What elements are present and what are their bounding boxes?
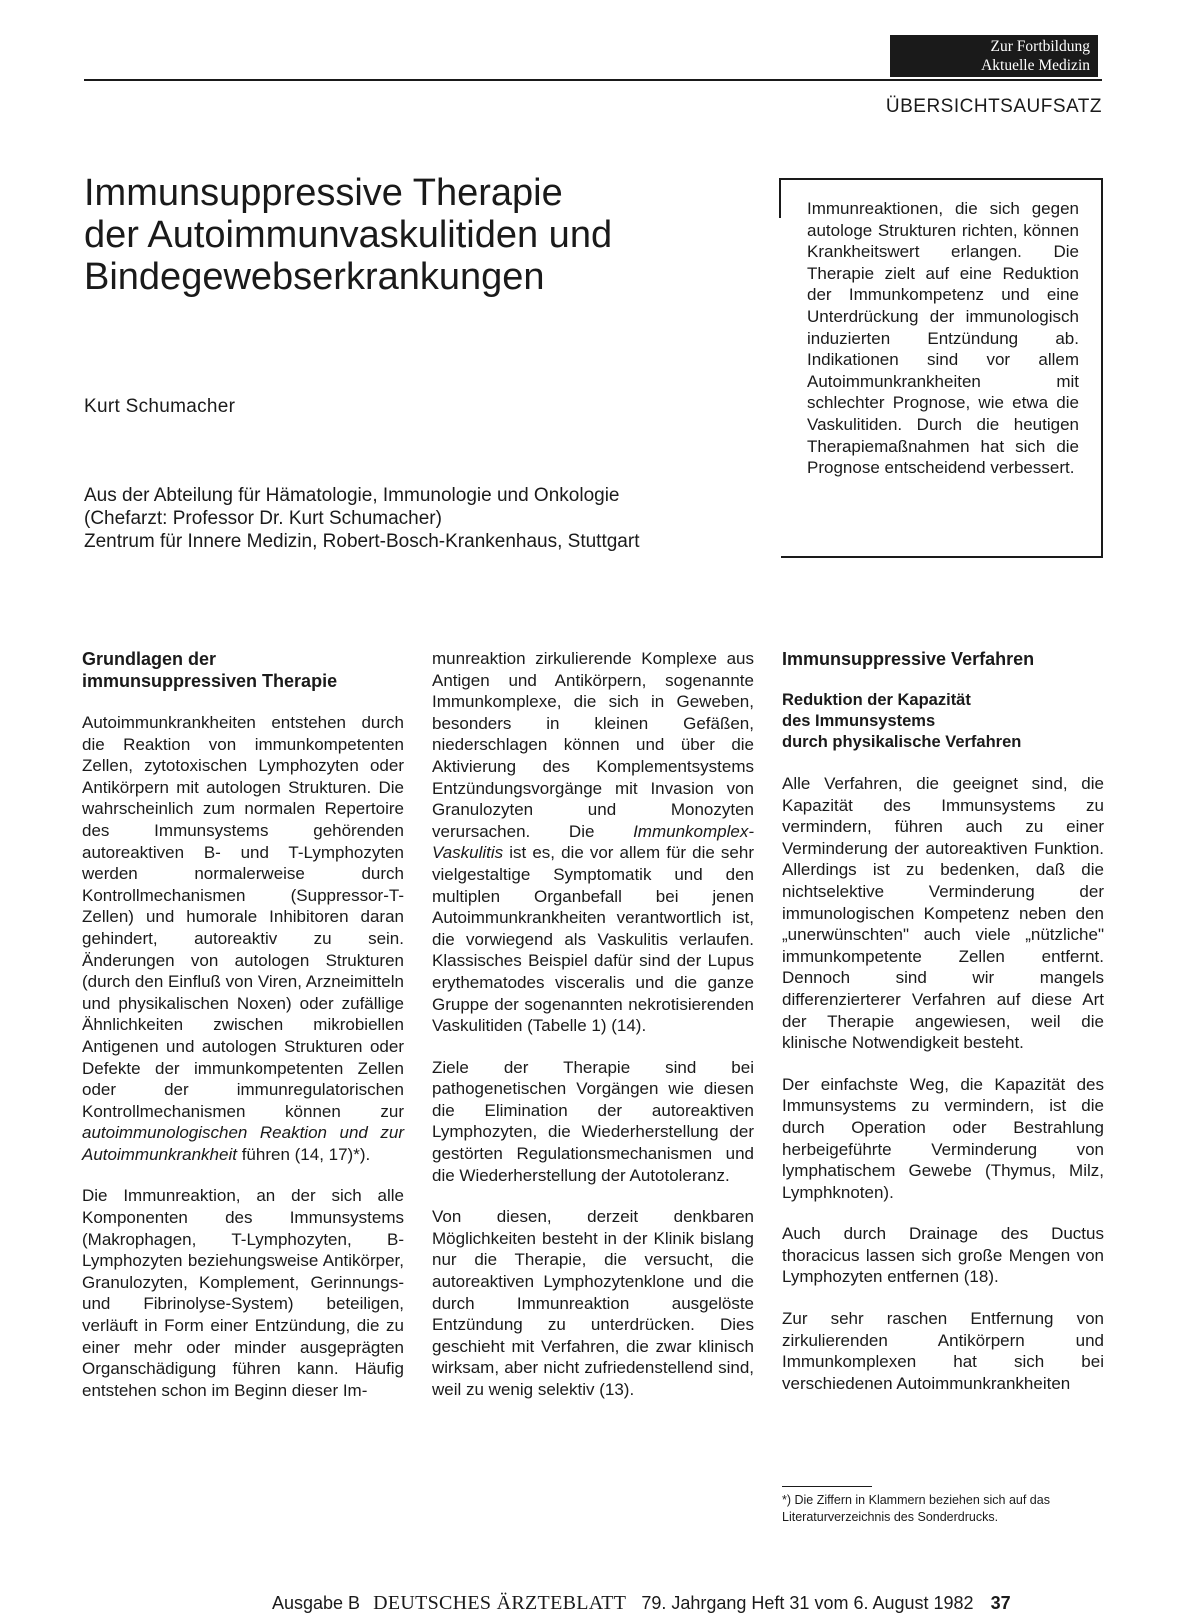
affiliation-line-2: (Chefarzt: Professor Dr. Kurt Schumacher) (84, 508, 442, 529)
paragraph: Auch durch Drainage des Ductus thoracicus lassen sich große Mengen von Lymphozyten entfernen (18). (782, 1224, 1104, 1287)
footer-issue: 79. Jahrgang Heft 31 vom 6. August 1982 (641, 1593, 974, 1613)
paragraph: Von diesen, derzeit denkbaren Möglichkeiten besteht in der Klinik bislang nur die Therapie, die versucht, die autoreaktiven Lymphozytenklone und die durch Immunreaktion ausgelöste Entzündung zu unterdrücken. Dies geschieht mit Verfahren, die zwar klinisch wirksam, aber nicht zufriedenstellend sind, weil zu wenig selektiv (13). (432, 1207, 754, 1399)
paragraph: Ziele der Therapie sind bei pathogenetischen Vorgängen wie diesen die Elimination der autoreaktiven Lymphozyten, die Wiederherstellung der gestörten Regulationsmechanismen und die Wiederherstellung der Autotoleranz. (432, 1057, 754, 1185)
affiliation-line-3: Zentrum für Innere Medizin, Robert-Bosch-Krankenhaus, Stuttgart (84, 531, 640, 552)
paragraph: Die Immunreaktion, an der sich alle Komponenten des Immunsystems (Makrophagen, T-Lymphozyten, B-Lymphozyten beziehungsweise Antikörper, Granulozyten, Komplement, Gerinnungs- und Fibrinolyse-System) beteiligen, verläuft in Form einer Entzündung, die zu einer mehr oder minder ausgeprägten Organschädigung führen kann. Häufig entstehen schon im Beginn dieser Im- (82, 1186, 404, 1400)
section-heading-grundlagen (82, 648, 404, 692)
page-number: 37 (990, 1593, 1011, 1613)
subheading-line-3: durch physikalische Verfahren (782, 733, 1022, 751)
affiliation (84, 484, 764, 553)
footer-journal-name: DEUTSCHES ÄRZTEBLATT (373, 1592, 627, 1614)
footer-edition: Ausgabe B (272, 1593, 361, 1613)
title-line-3: Bindegewebserkrankungen (84, 256, 545, 298)
paragraph: Der einfachste Weg, die Kapazität des Immunsystems zu vermindern, ist die durch Operation oder Bestrahlung herbeigeführte Verminderung von lymphatischem Gewebe (Thymus, Milz, Lymphknoten). (782, 1074, 1104, 1202)
paragraph-text: Autoimmunkrankheiten entstehen durch die Reaktion von immunkompetenten Zellen, zytotoxischen Lymphozyten oder Antikörpern mit autologen Strukturen. Die wahrscheinlich zum normalen Repertoire des Immunsystems gehörenden autoreaktiven B- und T-Lymphozyten werden normalerweise durch Kontrollmechanismen (Suppressor-T-Zellen) und humorale Inhibitoren daran gehindert, autoreaktiv zu sein. Änderungen von autologen Strukturen (durch den Einfluß von Viren, Arzneimitteln und physikalischen Noxen) oder zufällige Ähnlichkeiten zwischen mikrobiellen Antigenen und autologen Strukturen oder Defekte der immunkompetenten Zellen oder der immunregulatorischen Kontrollmechanismen können zur (82, 713, 404, 1121)
section-badge (890, 35, 1098, 77)
heading-line-1: Grundlagen der (82, 649, 217, 669)
title-line-1: Immunsuppressive Therapie (84, 172, 563, 214)
paragraph-text: führen (14, 17)*). (236, 1144, 371, 1164)
emphasis-text: autoimmunologischen Reaktion und zur Autoimmunkrankheit (82, 1123, 404, 1164)
subheading-line-1: Reduktion der Kapazität (782, 691, 971, 709)
footnote: *) Die Ziffern in Klammern beziehen sich auf das Literaturverzeichnis des Sonderdrucks. (782, 1493, 1050, 1524)
text-column-2 (432, 648, 754, 1421)
subsection-heading (782, 690, 1104, 753)
section-badge-line-1: Zur Fortbildung (990, 38, 1090, 55)
paragraph: Zur sehr raschen Entfernung von zirkulierenden Antikörpern und Immunkomplexen hat sich bei verschiedenen Autoimmunkrankheiten (782, 1309, 1104, 1393)
section-badge-line-2: Aktuelle Medizin (981, 57, 1090, 74)
paragraph-text: ist es, die vor allem für die sehr vielgestaltige Symptomatik und den multiplen Organbefall bei jenen Autoimmunkrankheiten verantwortlich ist, die vorwiegend als Vaskulitis verlaufen. Klassisches Beispiel dafür sind der Lupus erythematodes visceralis und die ganze Gruppe der sogenannten nekrotisierenden Vaskulitiden (Tabelle 1) (14). (432, 843, 754, 1036)
author-name: Kurt Schumacher (84, 396, 236, 417)
paragraph (82, 712, 404, 1165)
header-rule (84, 79, 1102, 81)
subheading-line-2: des Immunsystems (782, 712, 936, 730)
article-type-label: ÜBERSICHTSAUFSATZ (885, 96, 1102, 117)
text-column-1 (82, 648, 404, 1421)
paragraph-text: munreaktion zirkulierende Komplexe aus Antigen und Antikörpern, sogenannte Immunkomplexe, die sich in Geweben, besonders in kleinen Gefäßen, niederschlagen können und über die Aktivierung des Komplementsystems Entzündungsvorgänge mit Invasion von Granulozyten und Monozyten verursachen. Die (432, 649, 754, 841)
article-title (84, 172, 744, 298)
section-heading-verfahren: Immunsuppressive Verfahren (782, 649, 1035, 669)
heading-line-2: immunsuppressiven Therapie (82, 671, 338, 691)
abstract-text: Immunreaktionen, die sich gegen autologe Strukturen richten, können Krankheitswert erlangen. Die Therapie zielt auf eine Reduktion der Immunkompetenz und eine Unterdrückung der immunologisch induzierten Entzündung ab. Indikationen sind vor allem Autoimmunkrankheiten mit schlechter Prognose, wie etwa die Vaskulitiden. Durch die heutigen Therapiemaßnahmen hat sich die Prognose entscheidend verbessert. (807, 199, 1079, 478)
abstract-box (781, 178, 1103, 558)
emphasis-text: Immunkomplex-Vaskulitis (432, 821, 754, 863)
paragraph (432, 648, 754, 1037)
text-column-3 (782, 648, 1104, 1414)
paragraph: Alle Verfahren, die geeignet sind, die Kapazität des Immunsystems zu vermindern, führen auch zu einer Verminderung der autoreaktiven Funktion. Allerdings ist zu bedenken, daß die nichtselektive Verminderung der immunologischen Kompetenz neben den „unerwünschten" auch viele „nützliche" immunkompetente Zellen entfernt. Dennoch sind wir mangels differenzierterer Verfahren auf diese Art der Therapie angewiesen, weil die klinische Notwendigkeit besteht. (782, 774, 1104, 1053)
title-line-2: der Autoimmunvaskulitiden und (84, 214, 613, 256)
footnote-rule (782, 1486, 872, 1487)
page-footer (272, 1592, 1011, 1615)
affiliation-line-1: Aus der Abteilung für Hämatologie, Immunologie und Onkologie (84, 485, 620, 506)
